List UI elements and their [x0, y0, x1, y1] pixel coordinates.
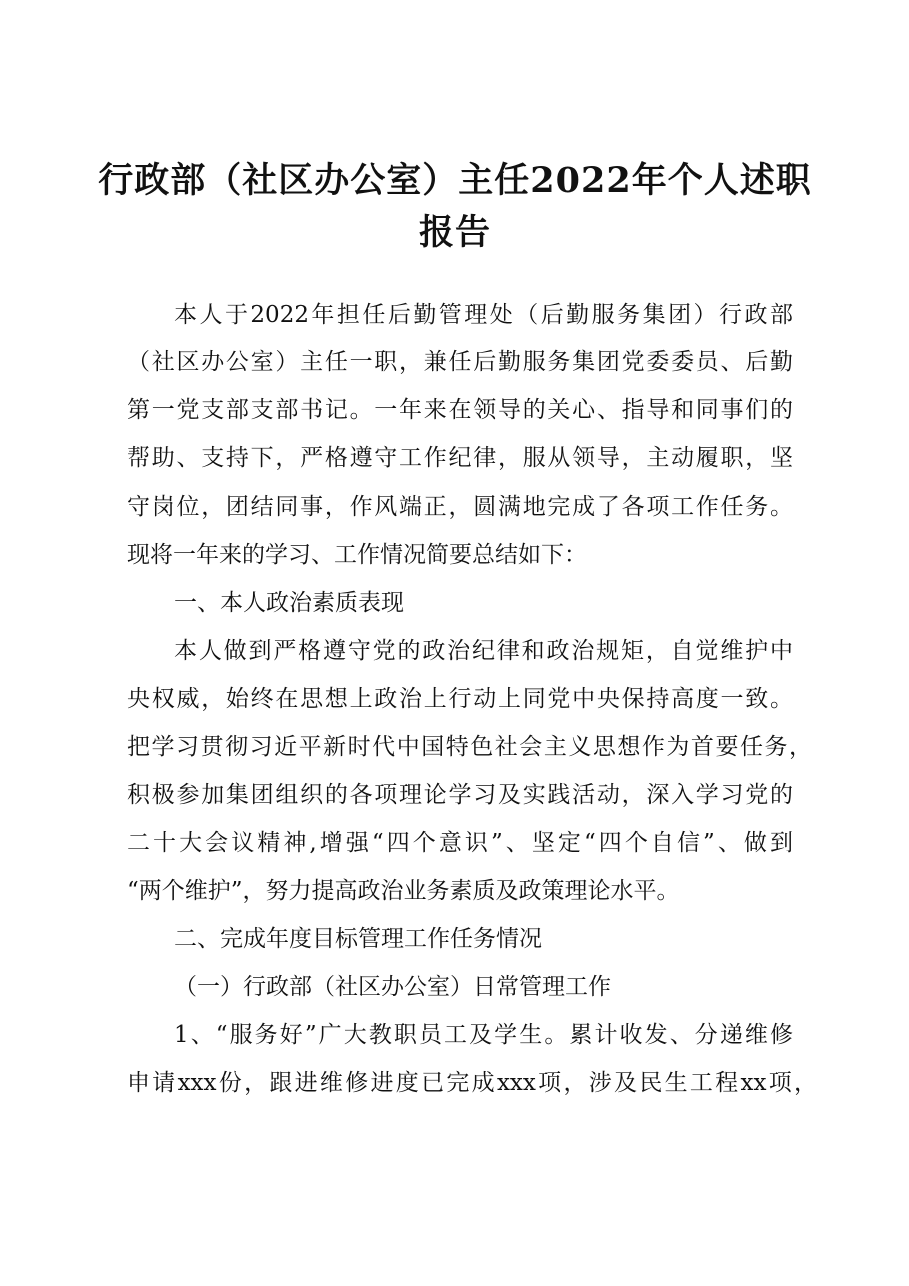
body-line: 帮助、支持下，严格遵守工作纪律，服从领导，主动履职，坚 [127, 445, 793, 471]
section-heading: 二、完成年度目标管理工作任务情况 [174, 926, 542, 952]
body-line: 守岗位，团结同事，作风端正，圆满地完成了各项工作任务。 [127, 494, 793, 520]
body-line: 第一党支部支部书记。一年来在领导的关心、指导和同事们的 [127, 397, 793, 423]
body-line: 申请xxx份，跟进维修进度已完成xxx项，涉及民生工程xx项， [127, 1070, 817, 1096]
body-line: （社区办公室）主任一职，兼任后勤服务集团党委委员、后勤 [127, 349, 793, 375]
body-line: 1、“服务好”广大教职员工及学生。累计收发、分递维修 [174, 1022, 793, 1048]
body-line: 本人做到严格遵守党的政治纪律和政治规矩，自觉维护中 [174, 638, 793, 664]
document-title-line2: 报告 [418, 212, 491, 253]
document-title-line1: 行政部（社区办公室）主任2022年个人述职 [98, 160, 812, 201]
body-line: 二十大会议精神,增强“四个意识”、坚定“四个自信”、做到 [127, 830, 793, 856]
section-heading: 一、本人政治素质表现 [174, 590, 404, 616]
subsection-heading: （一）行政部（社区办公室）日常管理工作 [174, 974, 611, 1000]
body-line: 央权威，始终在思想上政治上行动上同党中央保持高度一致。 [127, 686, 793, 712]
body-line: 本人于2022年担任后勤管理处（后勤服务集团）行政部 [174, 302, 793, 328]
body-line: 把学习贯彻习近平新时代中国特色社会主义思想作为首要任务， [127, 734, 812, 760]
body-line: 积极参加集团组织的各项理论学习及实践活动，深入学习党的 [127, 782, 793, 808]
body-line: “两个维护”，努力提高政治业务素质及政策理论水平。 [127, 878, 680, 904]
body-line: 现将一年来的学习、工作情况简要总结如下： [127, 542, 587, 568]
